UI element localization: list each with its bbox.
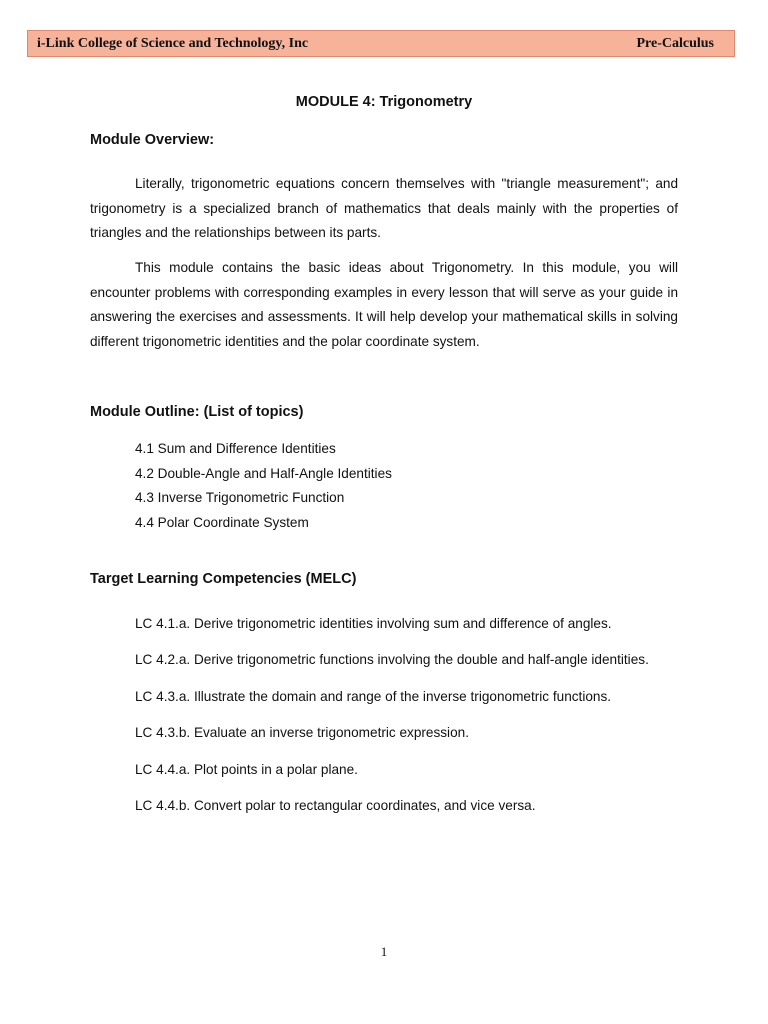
- outline-item: 4.1 Sum and Difference Identities: [135, 441, 336, 456]
- document-header: [27, 30, 735, 57]
- institution-name: i-Link College of Science and Technology, Inc: [37, 36, 309, 51]
- overview-heading: Module Overview:: [90, 132, 215, 148]
- overview-paragraph-1: Literally, trigonometric equations concern themselves with "triangle measurement"; and trigonometry is a specialized branch of mathematics that deals mainly with the properties of triangles and the relationships between its parts.: [90, 176, 678, 240]
- outline-heading: Module Outline: (List of topics): [90, 404, 304, 420]
- competency-item: LC 4.3.b. Evaluate an inverse trigonometric expression.: [135, 725, 469, 741]
- outline-item: 4.3 Inverse Trigonometric Function: [135, 490, 345, 505]
- module-title: MODULE 4: Trigonometry: [295, 94, 473, 110]
- subject-name: Pre-Calculus: [636, 36, 714, 51]
- competency-item: LC 4.2.a. Derive trigonometric functions involving the double and half-angle identities.: [135, 652, 649, 668]
- page-number: 1: [380, 944, 388, 959]
- outline-item: 4.4 Polar Coordinate System: [135, 514, 309, 530]
- competency-item: LC 4.1.a. Derive trigonometric identities involving sum and difference of angles.: [135, 616, 612, 631]
- outline-item: 4.2 Double-Angle and Half-Angle Identities: [135, 465, 392, 481]
- competency-item: LC 4.3.a. Illustrate the domain and range of the inverse trigonometric functions.: [135, 688, 612, 704]
- competencies-list: [135, 615, 649, 833]
- overview-paragraph-2: This module contains the basic ideas about Trigonometry. In this module, you will encounter problems with corresponding examples in every lesson that will serve as your guide in answering the exercises and assessments. It will help develop your mathematical skills in solving different trigonometric identities and the polar coordinate system.: [90, 260, 678, 349]
- outline-list: [135, 440, 392, 538]
- competency-item: LC 4.4.a. Plot points in a polar plane.: [135, 761, 358, 777]
- competencies-heading: Target Learning Competencies (MELC): [90, 571, 357, 587]
- competency-item: LC 4.4.b. Convert polar to rectangular coordinates, and vice versa.: [135, 797, 536, 813]
